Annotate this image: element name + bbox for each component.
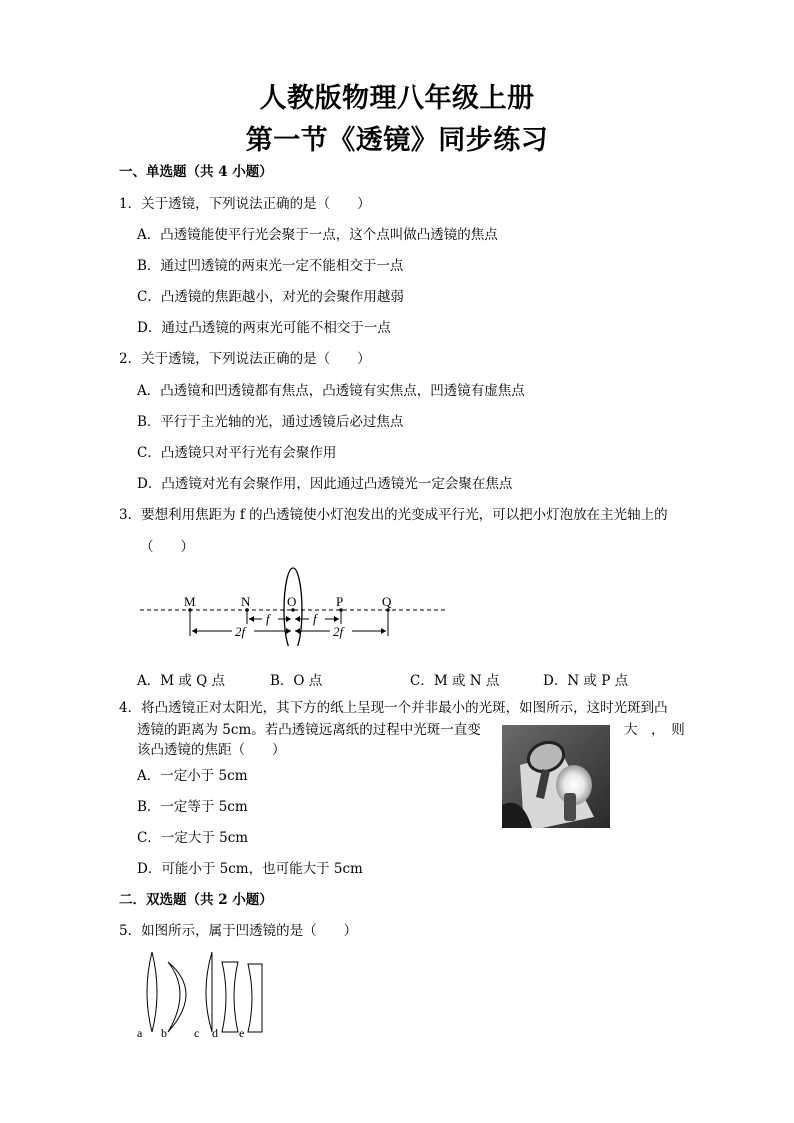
lens-axis-diagram [138, 566, 448, 646]
question-1-stem: 1．关于透镜，下列说法正确的是（ ） [119, 196, 371, 212]
question-4-option-c: C．一定大于 5cm [137, 830, 249, 846]
point-m-label: M [184, 594, 196, 609]
question-2-option-b: B．平行于主光轴的光，通过透镜后必过焦点 [137, 414, 404, 430]
question-4-option-a: A．一定小于 5cm [137, 768, 248, 784]
focal-length-label-right: f [313, 611, 317, 626]
question-4-stem-line-2: 透镜的距离为 5cm。若凸透镜远离纸的过程中光斑一直变 [137, 722, 481, 738]
lens-label-d: d [212, 1026, 218, 1040]
double-focal-length-label-left: 2f [235, 624, 246, 639]
question-3-option-b: B．O 点 [270, 673, 323, 689]
question-1-option-d: D．通过凸透镜的两束光可能不相交于一点 [137, 320, 391, 336]
lens-label-e: e [239, 1026, 245, 1040]
document-subtitle: 第一节《透镜》同步练习 [245, 125, 549, 156]
question-3-option-a: A．M 或 Q 点 [137, 673, 226, 689]
point-n-label: N [241, 594, 251, 609]
lens-d-biconcave [222, 962, 238, 1032]
question-1-option-b: B．通过凹透镜的两束光一定不能相交于一点 [137, 258, 404, 274]
lens-label-c: c [194, 1026, 200, 1040]
question-2-option-a: A．凸透镜和凹透镜都有焦点，凸透镜有实焦点，凹透镜有虚焦点 [137, 383, 525, 399]
question-3-option-d: D．N 或 P 点 [543, 673, 629, 689]
question-4-stem-line-2-end: 大 ， 则 [624, 722, 685, 738]
question-2-option-d: D．凸透镜对光有会聚作用，因此通过凸透镜光一定会聚在焦点 [137, 476, 513, 492]
magnifier-photo [502, 725, 610, 828]
question-4-option-d: D．可能小于 5cm，也可能大于 5cm [137, 861, 363, 877]
question-4-stem-line-1: 4．将凸透镜正对太阳光，其下方的纸上呈现一个并非最小的光斑，如图所示，这时光斑到凸 [119, 700, 668, 716]
question-2-option-c: C．凸透镜只对平行光有会聚作用 [137, 445, 337, 461]
lens-c-plano-convex [206, 952, 212, 1032]
lens-shapes-figure [134, 948, 274, 1044]
question-3-option-c: C．M 或 N 点 [410, 673, 500, 689]
question-1-option-c: C．凸透镜的焦距越小，对光的会聚作用越弱 [137, 289, 404, 305]
focal-length-label-left: f [266, 611, 270, 626]
question-2-stem: 2．关于透镜，下列说法正确的是（ ） [119, 351, 371, 367]
question-3-stem-continued: （ ） [140, 539, 194, 555]
point-o-label: O [287, 594, 297, 609]
lens-label-a: a [137, 1026, 143, 1040]
lens-e-plano-concave [248, 964, 262, 1032]
question-4-stem-line-3: 该凸透镜的焦距（ ） [137, 742, 286, 758]
point-q-label: Q [382, 594, 392, 609]
question-3-stem: 3．要想利用焦距为 f 的凸透镜使小灯泡发出的光变成平行光，可以把小灯泡放在主光轴上的 [119, 507, 668, 523]
double-focal-length-label-right: 2f [333, 624, 344, 639]
lens-a-biconvex [147, 952, 157, 1032]
document-title: 人教版物理八年级上册 [259, 83, 535, 114]
point-p-label: P [336, 594, 344, 609]
lens-label-b: b [161, 1026, 167, 1040]
section-heading-double-choice: 二．双选题（共 2 小题） [119, 892, 273, 908]
question-5-stem: 5．如图所示，属于凹透镜的是（ ） [119, 923, 358, 939]
section-heading-single-choice: 一、单选题（共 4 小题） [119, 164, 273, 180]
question-4-option-b: B．一定等于 5cm [137, 799, 248, 815]
lens-b-meniscus [168, 962, 186, 1032]
question-1-option-a: A．凸透镜能使平行光会聚于一点，这个点叫做凸透镜的焦点 [137, 227, 498, 243]
